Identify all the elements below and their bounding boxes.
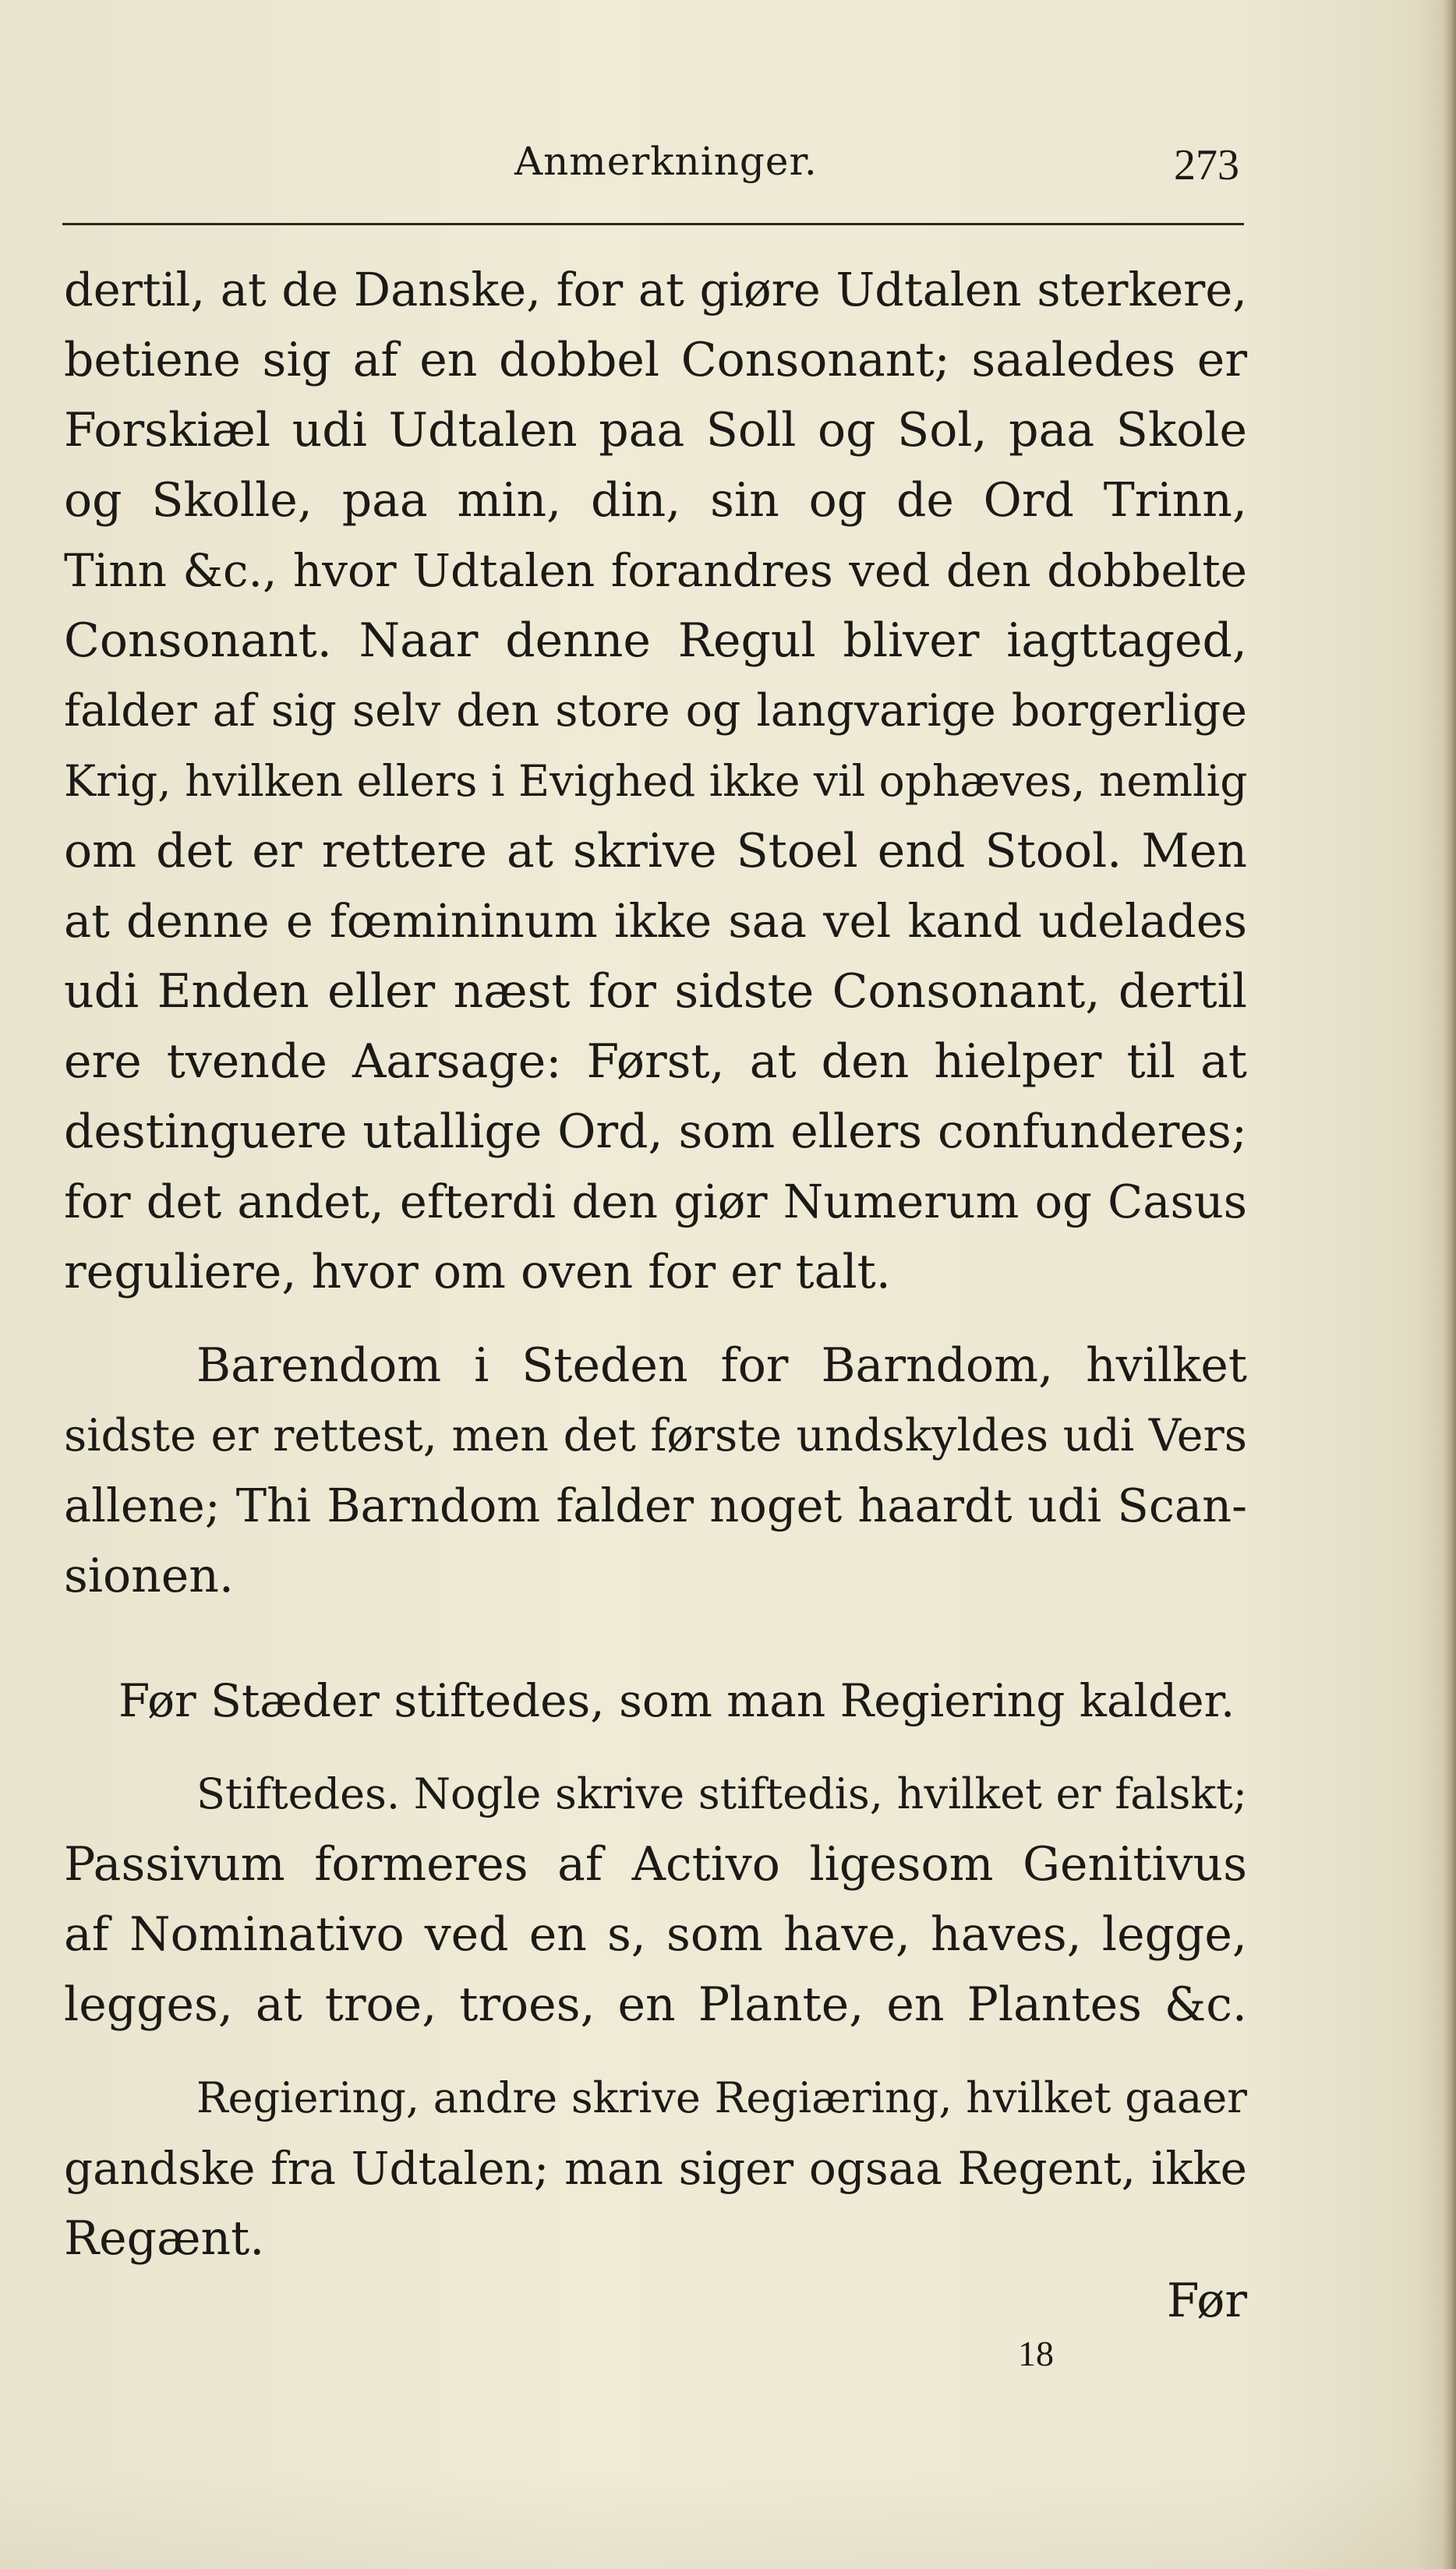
- text-line: af Nominativo ved en s, som have, haves, legge,: [64, 1907, 1247, 1962]
- text-line: Tinn &c., hvor Udtalen forandres ved den dobbelte: [64, 544, 1247, 597]
- page-bottom-shading: [0, 2471, 1456, 2569]
- text-line: reguliere, hvor om oven for er talt.: [64, 1245, 891, 1299]
- text-line: Regiering, andre skrive Regiæring, hvilket gaaer: [196, 2073, 1247, 2122]
- text-line: dertil, at de Danske, for at giøre Udtalen sterkere,: [64, 263, 1247, 316]
- text-line: udi Enden eller næst for sidste Consonant, dertil: [64, 964, 1247, 1019]
- text-line: om det er rettere at skrive Stoel end Stool. Men: [64, 824, 1247, 878]
- text-line: legges, at troe, troes, en Plante, en Plantes &c.: [64, 1977, 1247, 2032]
- text-line: falder af sig selv den store og langvarige borgerlige: [64, 685, 1247, 737]
- text-line: sidste er rettest, men det første undskyldes udi Vers: [64, 1410, 1247, 1461]
- text-line: Regænt.: [64, 2211, 265, 2266]
- text-line: allene; Thi Barndom falder noget haardt udi Scan-: [64, 1479, 1247, 1532]
- text-line: sionen.: [64, 1549, 234, 1603]
- page-number: 273: [1174, 141, 1239, 189]
- page-spine-edge: [1442, 0, 1456, 2569]
- signature-mark: 18: [1018, 2334, 1054, 2373]
- header-rule: [62, 223, 1244, 225]
- text-line: at denne e fœmininum ikke saa vel kand udelades: [64, 894, 1247, 948]
- text-line: Barendom i Steden for Barndom, hvilket: [196, 1338, 1247, 1393]
- running-head: Anmerkninger.: [514, 139, 818, 184]
- text-line: Før Stæder stiftedes, som man Regiering kalder.: [118, 1674, 1235, 1727]
- text-line: destinguere utallige Ord, som ellers confunderes;: [64, 1104, 1247, 1159]
- text-line: Forskiæl udi Udtalen paa Soll og Sol, paa Skole: [64, 403, 1247, 458]
- text-line: gandske fra Udtalen; man siger ogsaa Regent, ikke: [64, 2142, 1247, 2195]
- text-line: ere tvende Aarsage: Først, at den hielper til at: [64, 1034, 1247, 1089]
- text-line: Consonant. Naar denne Regul bliver iagttaged,: [64, 613, 1247, 668]
- text-line: betiene sig af en dobbel Consonant; saaledes er: [64, 333, 1247, 387]
- text-line: Stiftedes. Nogle skrive stiftedis, hvilket er falskt;: [196, 1769, 1247, 1818]
- catchword: Før: [1166, 2274, 1247, 2328]
- text-line: Krig, hvilken ellers i Evighed ikke vil ophæves, nemlig: [64, 756, 1248, 806]
- text-line: for det andet, efterdi den giør Numerum og Casus: [64, 1175, 1247, 1228]
- text-line: Passivum formeres af Activo ligesom Genitivus: [64, 1837, 1247, 1892]
- text-line: og Skolle, paa min, din, sin og de Ord Trinn,: [64, 473, 1247, 528]
